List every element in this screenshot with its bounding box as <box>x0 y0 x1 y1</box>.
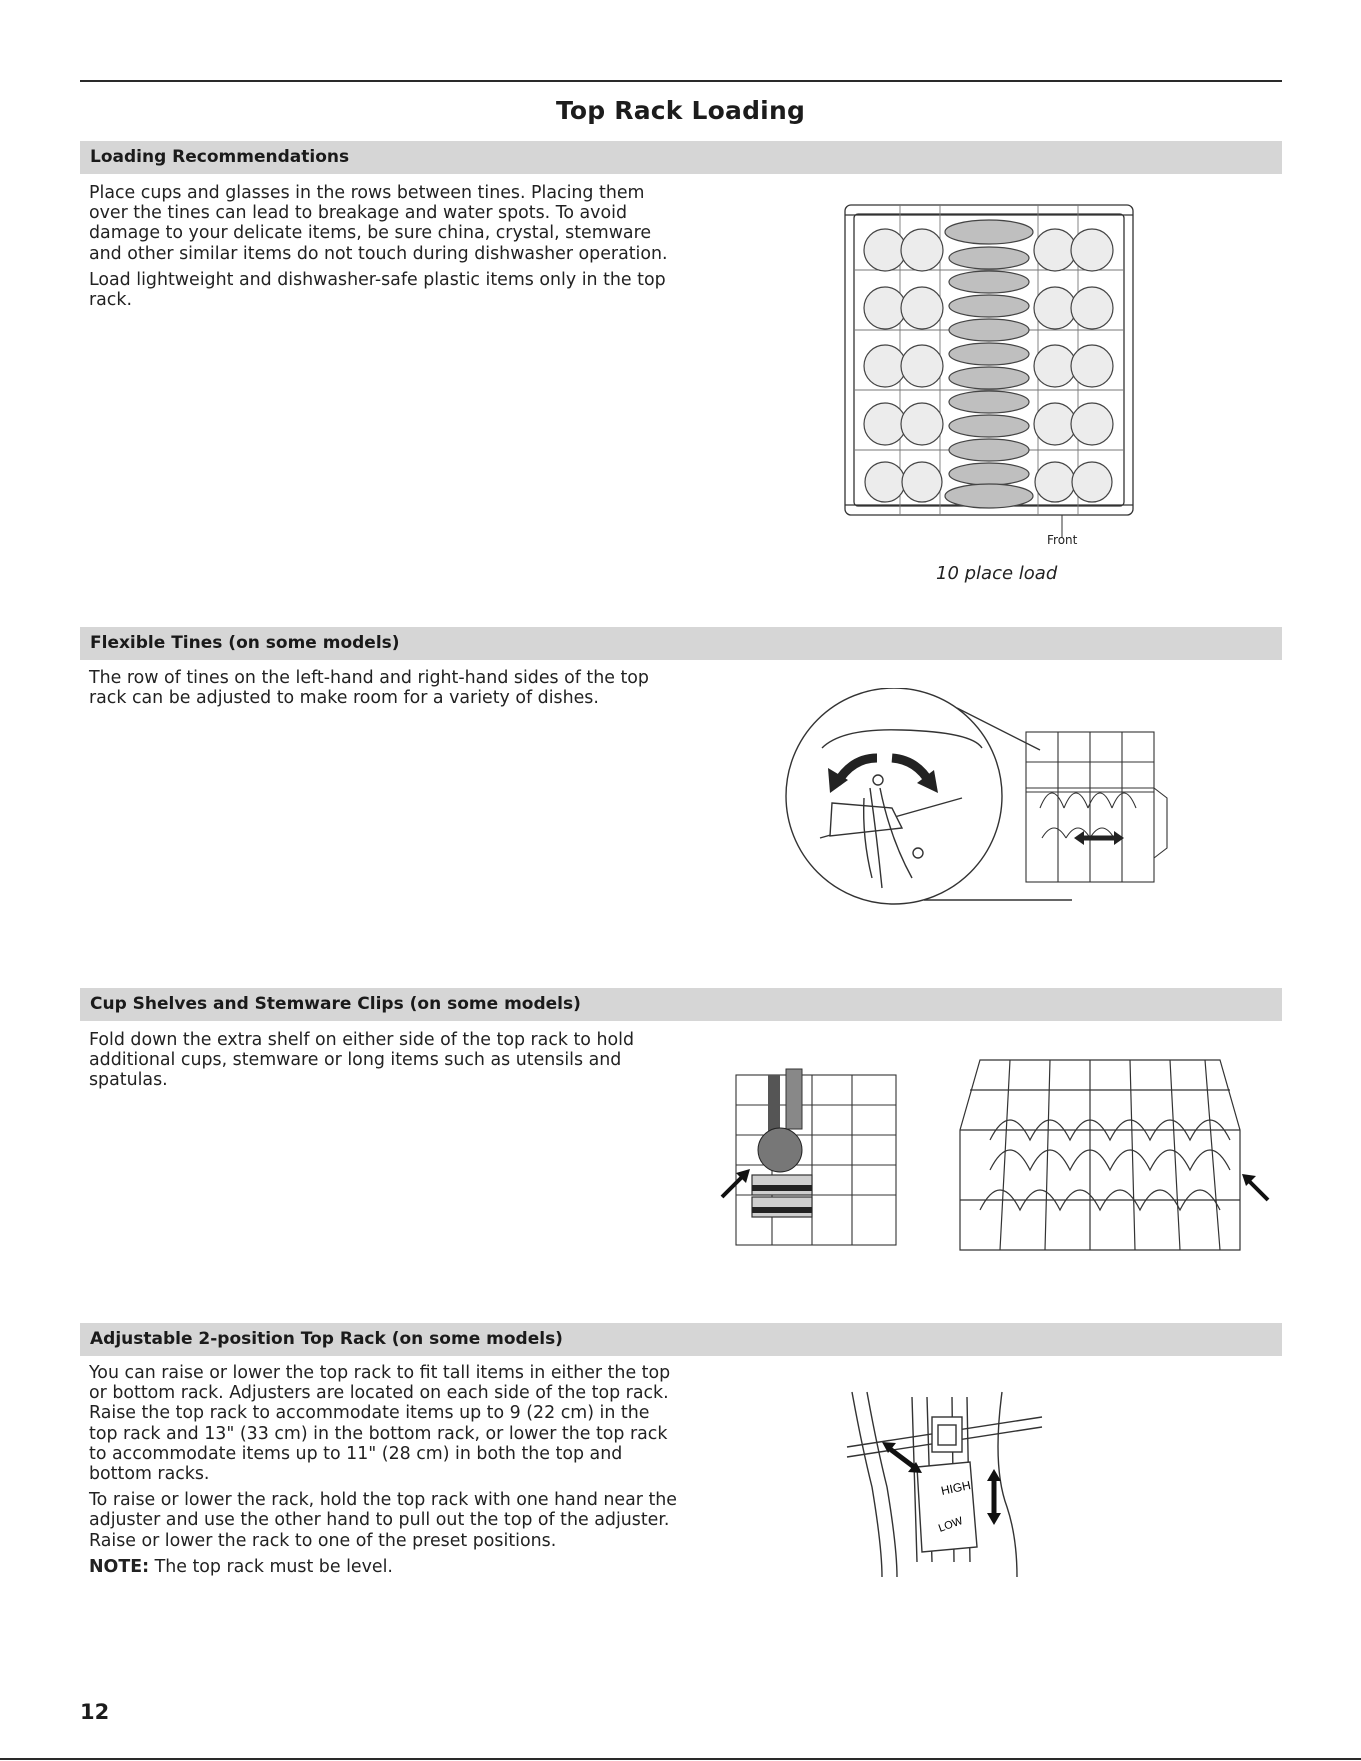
flexible-tines-illustration <box>782 688 1222 910</box>
section-heading: Cup Shelves and Stemware Clips (on some models) <box>90 994 581 1014</box>
paragraph: Place cups and glasses in the rows between tines. Placing them over the tines can lead to breakage and water spots. To avoid damage to your delicate items, be sure china, crystal, stemware and other similar items do not touch during dishwasher operation. <box>89 183 668 264</box>
bottom-rule <box>0 1758 1361 1760</box>
low-label: LOW <box>936 1514 965 1535</box>
loading-recommendations-text <box>89 183 679 316</box>
adjustable-top-rack-text <box>89 1363 679 1583</box>
front-label: Front <box>1047 533 1078 547</box>
paragraph: Load lightweight and dishwasher-safe plastic items only in the top rack. <box>89 269 666 311</box>
cup-shelf-closeup-illustration <box>712 1065 902 1255</box>
paragraph: To raise or lower the rack, hold the top rack with one hand near the adjuster and use the other hand to pull out the top of the adjuster. Raise or lower the rack to one of the preset positions. <box>89 1490 678 1551</box>
paragraph: You can raise or lower the top rack to fit tall items in either the top or bottom rack. Adjusters are located on each side of the top rack. Raise the top rack to accommodate items up to 9 (22 cm) in the top rack and 13" (33 cm) in the bottom rack, or lower the top rack to accommodate items up to 11" (28 cm) in both the top and bottom racks. <box>89 1363 671 1485</box>
note-text: The top rack must be level. <box>149 1556 393 1577</box>
section-header-flexible-tines <box>80 627 1282 660</box>
paragraph: The row of tines on the left-hand and right-hand sides of the top rack can be adjusted to make room for a variety of dishes. <box>89 668 649 709</box>
section-heading: Loading Recommendations <box>90 147 350 167</box>
top-rack-cup-shelves-illustration <box>950 1050 1280 1260</box>
page-number: 12 <box>80 1700 110 1724</box>
section-header-cup-shelves <box>80 988 1282 1021</box>
cup-shelves-text <box>89 1030 679 1097</box>
section-heading: Flexible Tines (on some models) <box>90 633 400 653</box>
top-rule <box>80 80 1282 82</box>
figure-caption: 10 place load <box>936 563 1058 584</box>
high-label: HIGH <box>939 1478 972 1498</box>
section-header-adjustable-top-rack <box>80 1323 1282 1356</box>
page-title: Top Rack Loading <box>555 96 806 125</box>
flexible-tines-text <box>89 668 679 714</box>
note-label: NOTE: <box>89 1556 150 1577</box>
paragraph: Fold down the extra shelf on either side of the top rack to hold additional cups, stemware or long items such as utensils and spatulas. <box>89 1030 635 1091</box>
note-paragraph <box>89 1557 679 1577</box>
section-header-loading-recommendations <box>80 141 1282 174</box>
section-heading: Adjustable 2-position Top Rack (on some models) <box>90 1329 563 1349</box>
rack-adjuster-illustration <box>842 1387 1052 1582</box>
top-rack-10-place-load-illustration <box>840 200 1140 550</box>
